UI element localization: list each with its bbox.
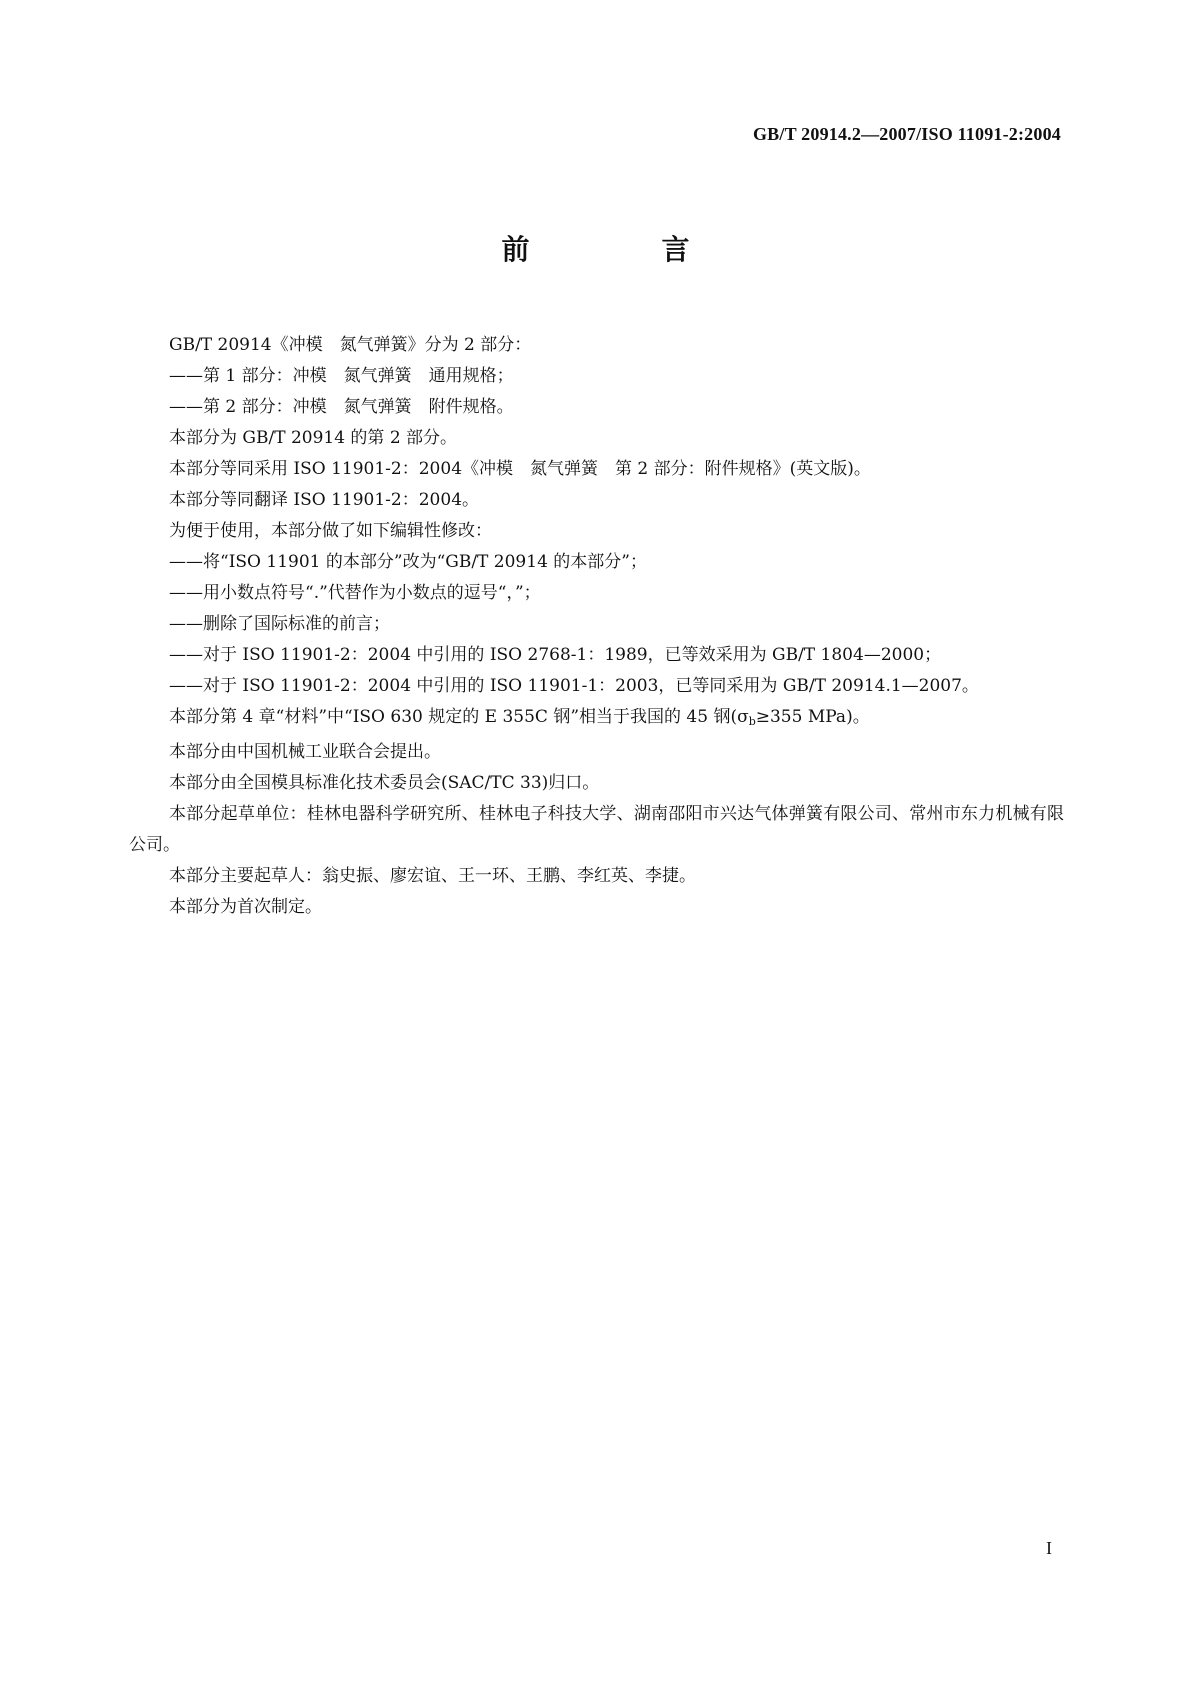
list-item-part-1: ——第 1 部分：冲模 氮气弹簧 通用规格； [169,366,514,386]
list-item-part-2: ——第 2 部分：冲模 氮气弹簧 附件规格。 [169,397,514,417]
page-title: 前 言 [501,233,742,266]
list-item-edit-3: ——删除了国际标准的前言； [169,614,390,634]
paragraph-editorial-intro: 为便于使用，本部分做了如下编辑性修改： [169,521,492,541]
page-number: I [1046,1538,1052,1558]
list-item-edit-2: ——用小数点符号“.”代替作为小数点的逗号“，”； [169,583,541,603]
sigma-subscript: b [748,715,756,728]
sigma-symbol: σ [737,707,749,727]
foreword-body [129,330,1064,923]
standard-code: GB/T 20914.2—2007/ISO 11091-2:2004 [752,124,1061,144]
paragraph-translation: 本部分等同翻译 ISO 11901-2：2004。 [169,490,480,510]
list-item-edit-4: ——对于 ISO 11901-2：2004 中引用的 ISO 2768-1：1989，已等效采用为 GB/T 1804—2000； [169,645,942,665]
paragraph-parts-intro: GB/T 20914《冲模 氮气弹簧》分为 2 部分： [169,335,532,355]
paragraph-drafting-units: 本部分起草单位：桂林电器科学研究所、桂林电子科技大学、湖南邵阳市兴达气体弹簧有限公司、常州市东力机械有限公司。 [129,804,1064,855]
paragraph-proposer: 本部分由中国机械工业联合会提出。 [169,742,441,762]
paragraph-material-note [129,702,1064,737]
paragraph-committee: 本部分由全国模具标准化技术委员会(SAC/TC 33)归口。 [169,773,600,793]
paragraph-drafters: 本部分主要起草人：翁史振、廖宏谊、王一环、王鹏、李红英、李捷。 [169,866,696,886]
list-item-edit-1: ——将“ISO 11901 的本部分”改为“GB/T 20914 的本部分”； [169,552,647,572]
paragraph-first-edition: 本部分为首次制定。 [169,897,322,917]
material-note-text: 本部分第 4 章“材料”中“ISO 630 规定的 E 355C 钢”相当于我国的 45 钢( [169,707,738,727]
list-item-edit-5: ——对于 ISO 11901-2：2004 中引用的 ISO 11901-1：2003，已等同采用为 GB/T 20914.1—2007。 [169,676,979,696]
paragraph-this-part: 本部分为 GB/T 20914 的第 2 部分。 [169,428,458,448]
material-note-value: ≥355 MPa)。 [755,707,870,727]
paragraph-adoption: 本部分等同采用 ISO 11901-2：2004《冲模 氮气弹簧 第 2 部分：附件规格》(英文版)。 [169,459,871,479]
